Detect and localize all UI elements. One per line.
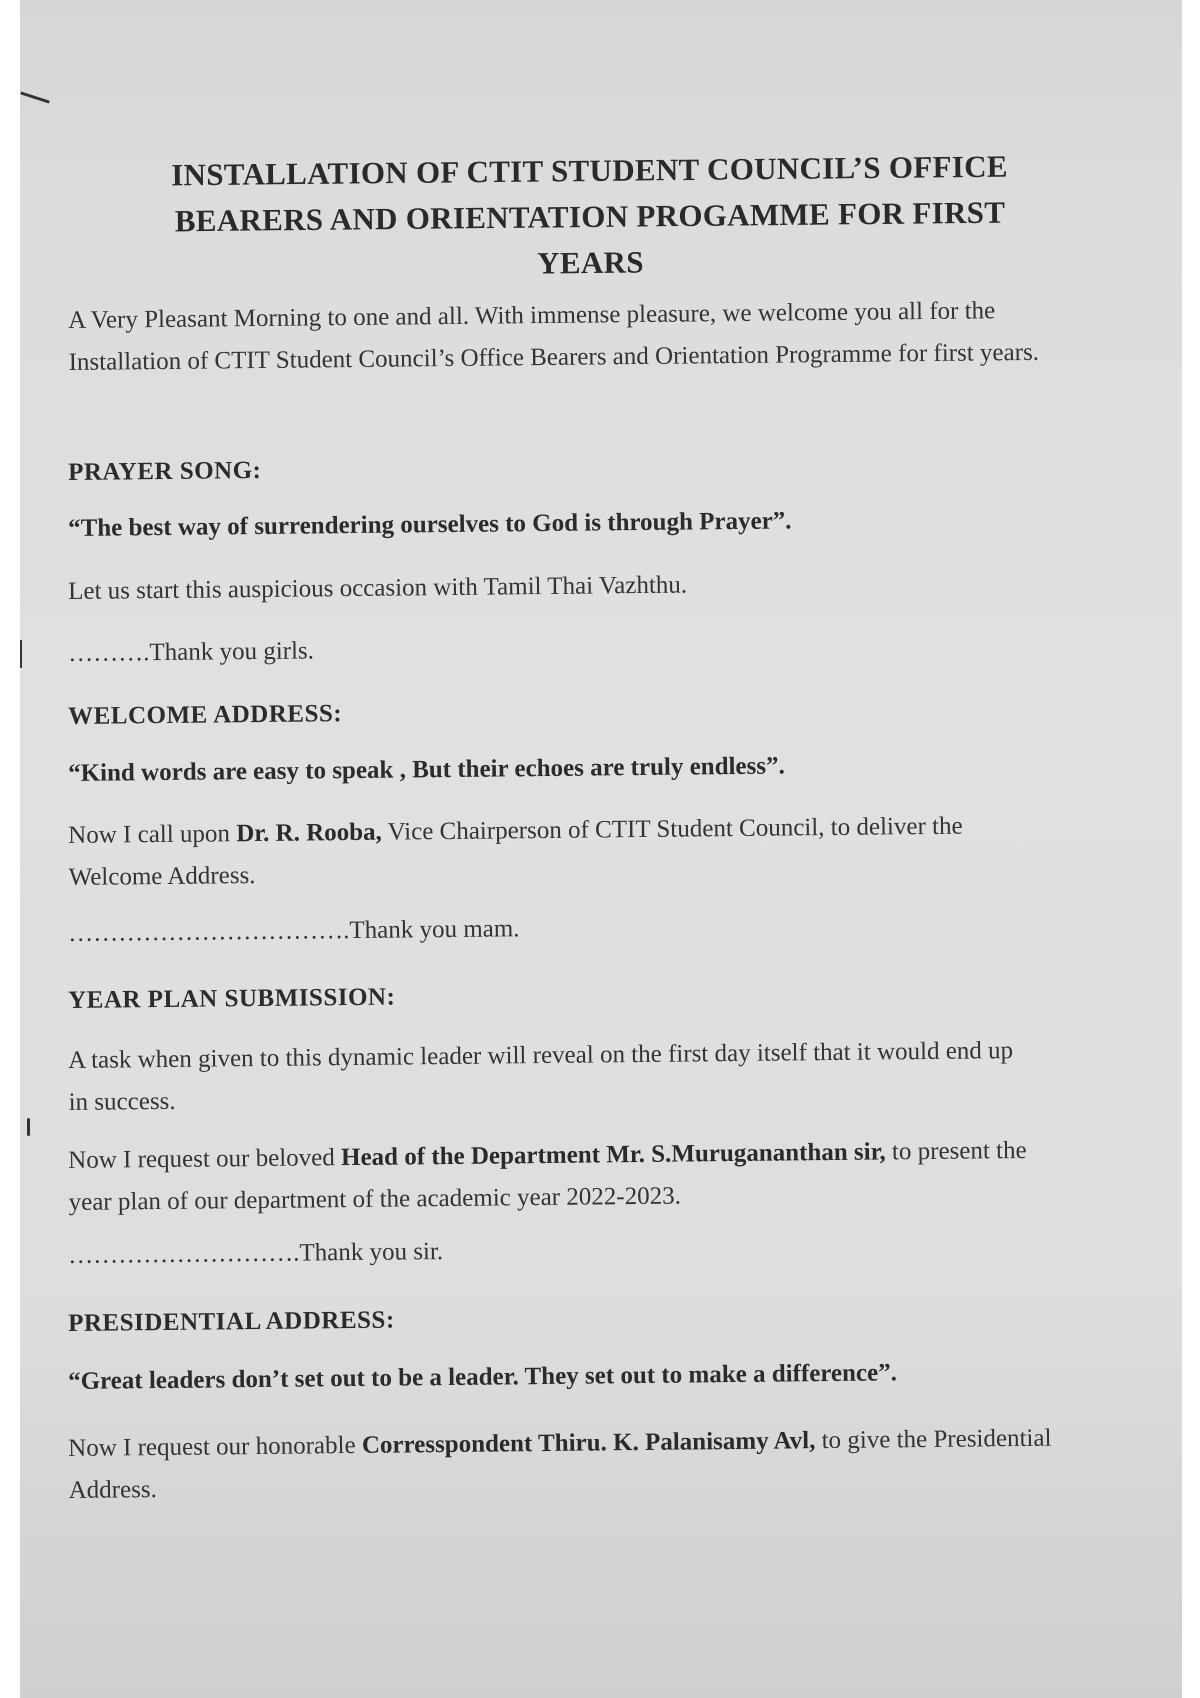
presidential-text-pre: Now I request our honorable bbox=[68, 1431, 363, 1462]
yearplan-thanks: ……………………….Thank you sir. bbox=[68, 1238, 444, 1269]
yearplan-speaker-name: Head of the Department Mr. S.Murugananthan sir, bbox=[340, 1138, 886, 1172]
welcome-heading: WELCOME ADDRESS: bbox=[68, 700, 343, 730]
yearplan-paragraph-1: A task when given to this dynamic leader will reveal on the first day itself that it would end up in success. bbox=[68, 1037, 1014, 1116]
title-line-1: INSTALLATION OF CTIT STUDENT COUNCIL’S OFFICE bbox=[171, 148, 1008, 193]
title-line-3: YEARS bbox=[536, 244, 644, 281]
yearplan-text-post: to present the year plan of our department of the academic year 2022-2023. bbox=[68, 1136, 1027, 1216]
prayer-thanks: ……….Thank you girls. bbox=[68, 637, 315, 667]
welcome-speaker-name: Dr. R. Rooba, bbox=[236, 818, 382, 848]
prayer-text: Let us start this auspicious occasion with Tamil Thai Vazhthu. bbox=[68, 571, 688, 605]
prayer-heading: PRAYER SONG: bbox=[68, 456, 262, 486]
presidential-heading: PRESIDENTIAL ADDRESS: bbox=[68, 1306, 395, 1337]
document-title bbox=[89, 143, 1090, 291]
presidential-text-post: to give the Presidential Address. bbox=[68, 1424, 1052, 1504]
presidential-quote: “Great leaders don’t set out to be a leader. They set out to make a difference”. bbox=[68, 1359, 898, 1395]
welcome-text-post: Vice Chairperson of CTIT Student Council, to deliver the Welcome Address. bbox=[68, 812, 963, 891]
yearplan-heading: YEAR PLAN SUBMISSION: bbox=[68, 983, 396, 1014]
welcome-paragraph bbox=[68, 805, 1029, 899]
yearplan-paragraph-2 bbox=[68, 1130, 1069, 1224]
intro-paragraph: A Very Pleasant Morning to one and all. With immense pleasure, we welcome you all for the Installation of CTIT Student Council’s Office Bearers and Orientation Programme for first years. bbox=[68, 297, 1040, 376]
welcome-thanks: …………………………….Thank you mam. bbox=[68, 915, 520, 947]
welcome-text-pre: Now I call upon bbox=[68, 820, 237, 849]
presidential-paragraph bbox=[68, 1417, 1079, 1512]
title-line-2: BEARERS AND ORIENTATION PROGAMME FOR FIRST bbox=[174, 194, 1006, 239]
prayer-quote: “The best way of surrendering ourselves to God is through Prayer”. bbox=[68, 507, 792, 542]
presidential-speaker-name: Corresspondent Thiru. K. Palanisamy Avl, bbox=[361, 1427, 816, 1459]
welcome-quote: “Kind words are easy to speak , But their echoes are truly endless”. bbox=[68, 752, 785, 787]
yearplan-text-pre: Now I request our beloved bbox=[68, 1144, 342, 1174]
